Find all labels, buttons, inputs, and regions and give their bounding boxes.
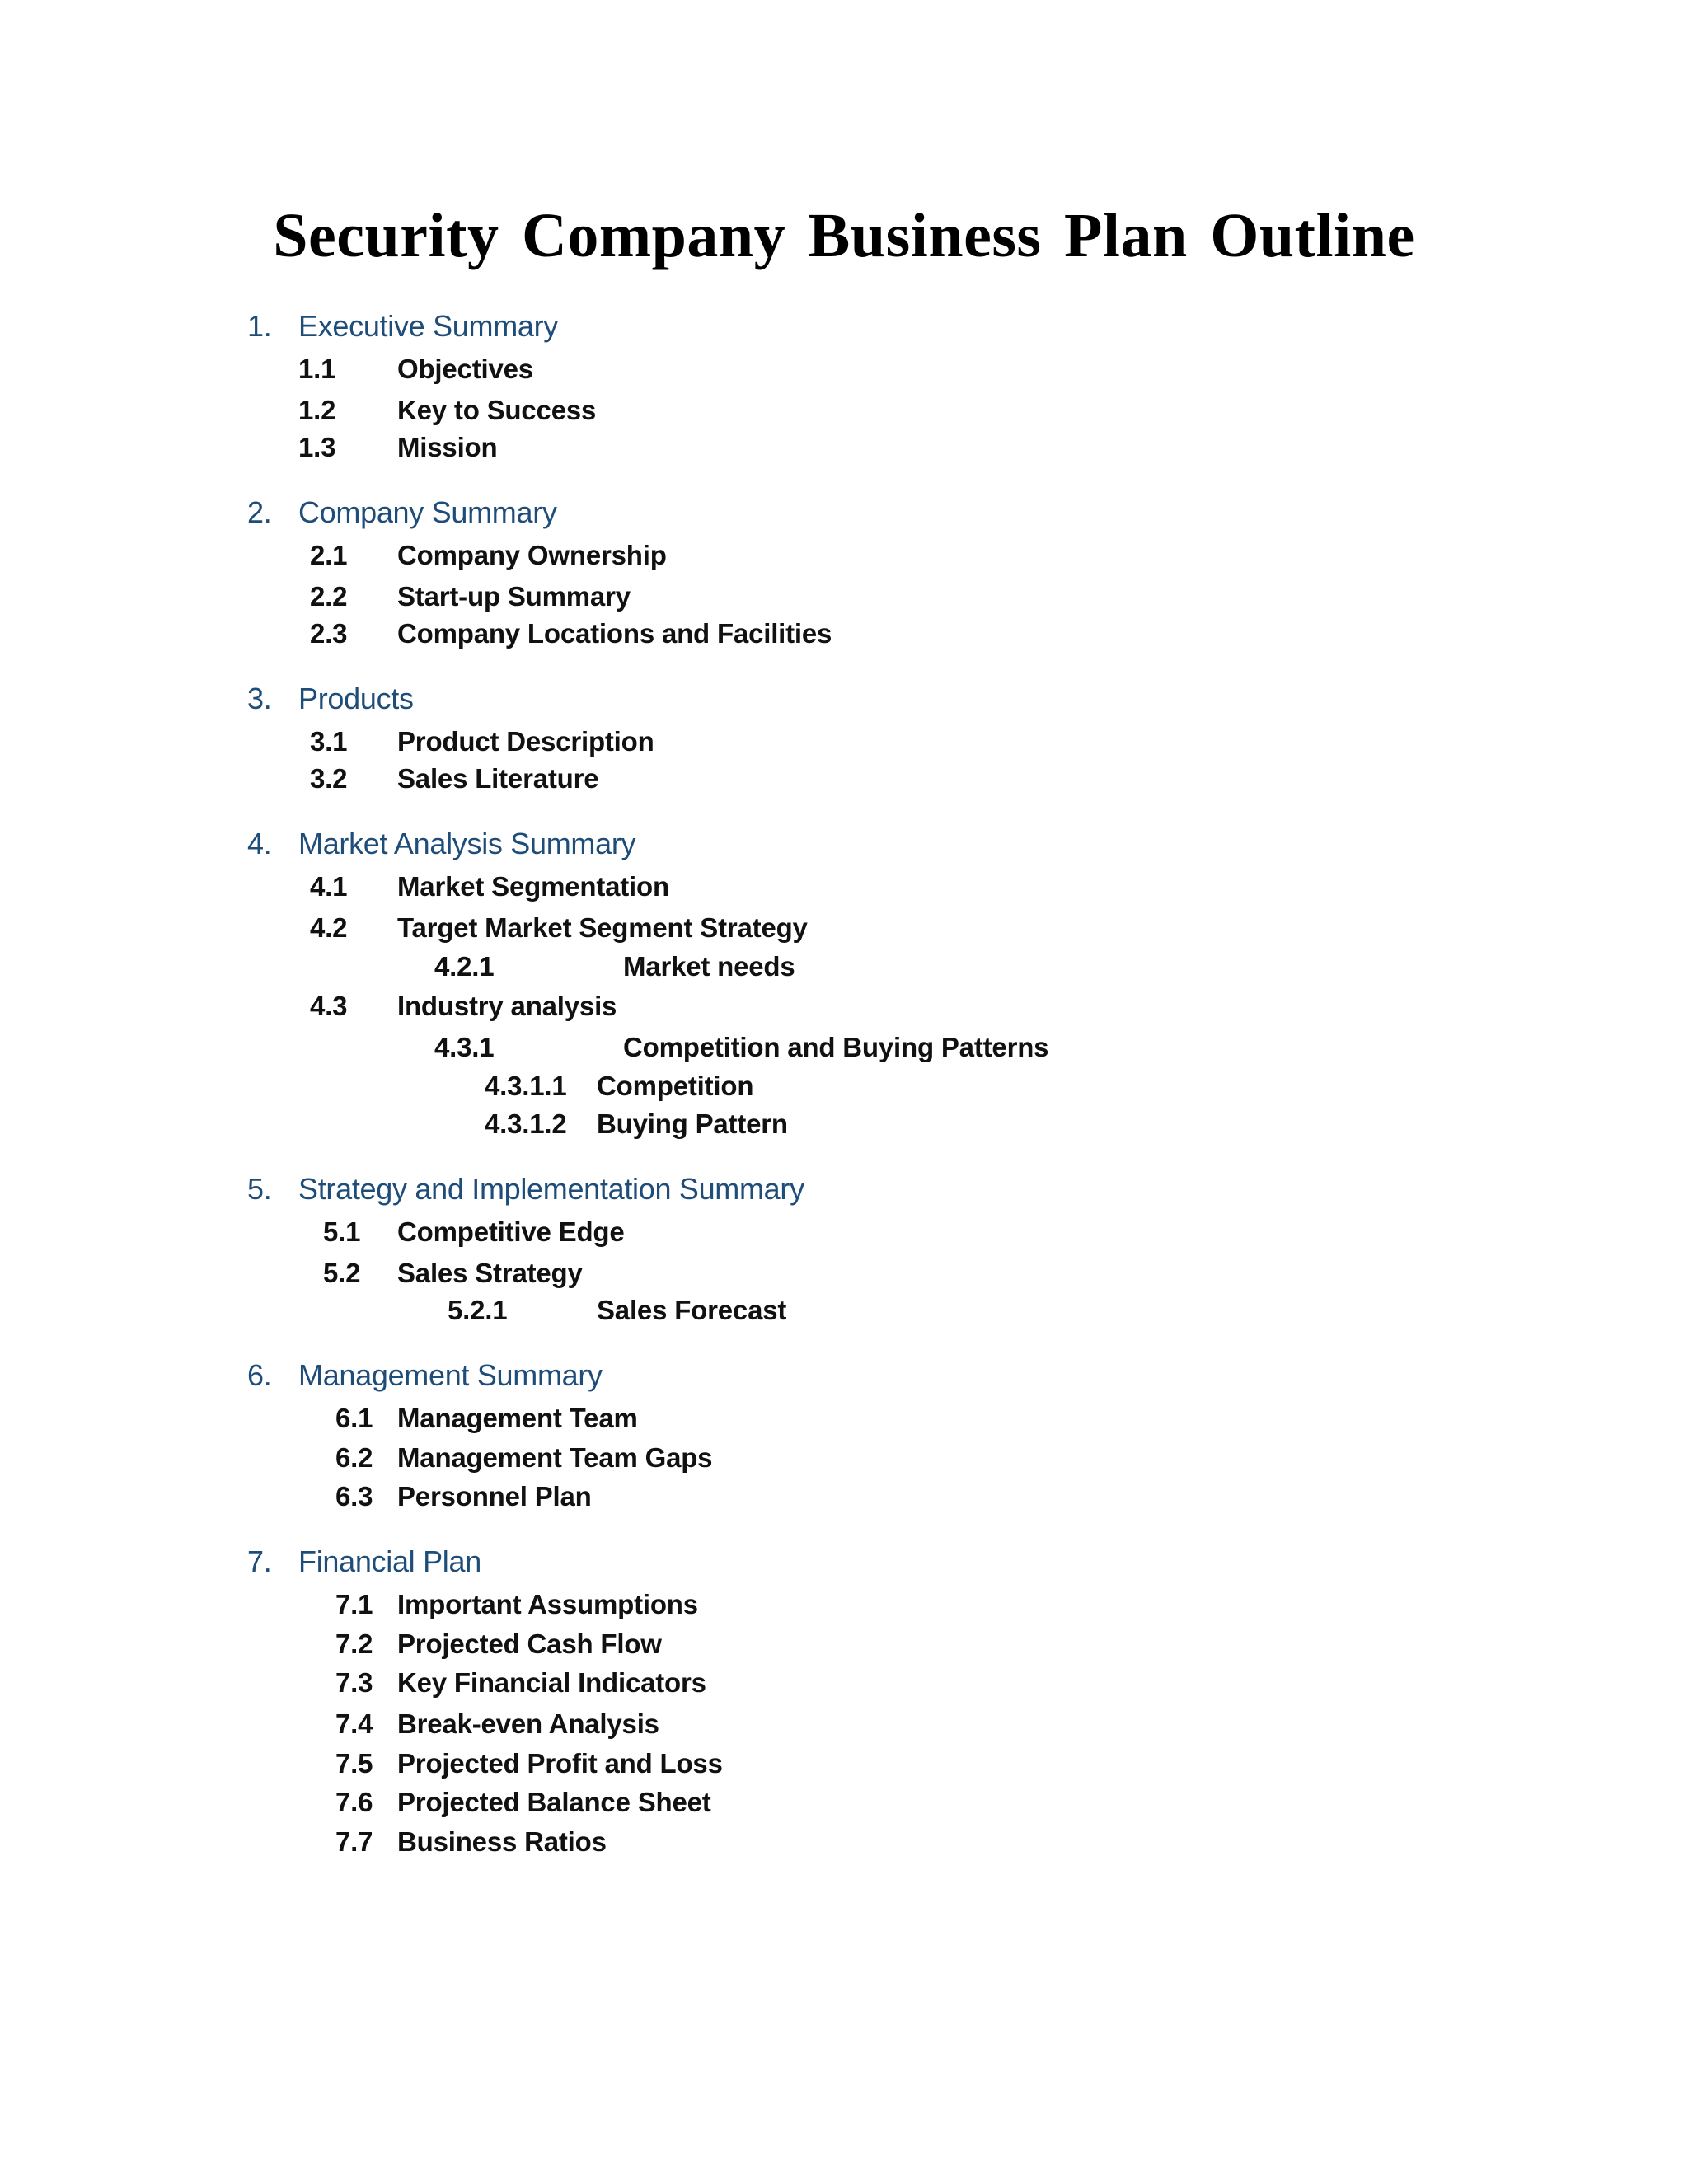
- item-label: Competition and Buying Patterns: [623, 1032, 1049, 1062]
- item-label: Target Market Segment Strategy: [397, 912, 808, 943]
- item-number: 6.1: [335, 1403, 373, 1433]
- item-number: 4.2.1: [434, 951, 495, 982]
- section-heading-company-summary: Company Summary: [298, 495, 557, 529]
- item-label: Projected Profit and Loss: [397, 1748, 723, 1779]
- section-number: 1.: [247, 309, 272, 343]
- item-number: 1.2: [298, 395, 336, 425]
- section-number: 5.: [247, 1172, 272, 1206]
- item-label: Key Financial Indicators: [397, 1667, 706, 1698]
- item-number: 6.2: [335, 1442, 373, 1473]
- item-label: Competitive Edge: [397, 1216, 625, 1247]
- item-number: 4.3.1.2: [485, 1108, 567, 1139]
- item-number: 1.3: [298, 432, 336, 462]
- item-number: 5.1: [323, 1216, 361, 1247]
- item-number: 4.3: [310, 991, 348, 1021]
- item-number: 4.3.1: [434, 1032, 495, 1062]
- item-label: Business Ratios: [397, 1826, 607, 1857]
- section-heading-market-analysis-summary: Market Analysis Summary: [298, 827, 636, 860]
- item-label: Mission: [397, 432, 498, 462]
- item-label: Break-even Analysis: [397, 1708, 659, 1739]
- section-number: 3.: [247, 682, 272, 715]
- item-label: Market Segmentation: [397, 871, 669, 902]
- item-number: 2.3: [310, 618, 348, 649]
- item-number: 2.2: [310, 581, 348, 612]
- item-number: 4.3.1.1: [485, 1071, 567, 1101]
- section-heading-strategy-and-implementation-summary: Strategy and Implementation Summary: [298, 1172, 804, 1206]
- item-number: 7.7: [335, 1826, 373, 1857]
- item-label: Important Assumptions: [397, 1589, 698, 1619]
- section-number: 6.: [247, 1358, 272, 1392]
- item-number: 7.6: [335, 1787, 373, 1817]
- item-label: Objectives: [397, 354, 533, 384]
- item-label: Start-up Summary: [397, 581, 631, 612]
- item-number: 7.3: [335, 1667, 373, 1698]
- item-number: 2.1: [310, 540, 348, 570]
- item-label: Management Team: [397, 1403, 638, 1433]
- section-number: 7.: [247, 1544, 272, 1578]
- item-label: Key to Success: [397, 395, 597, 425]
- item-label: Sales Literature: [397, 763, 599, 794]
- section-heading-executive-summary: Executive Summary: [298, 309, 558, 343]
- item-number: 3.1: [310, 726, 348, 757]
- item-number: 4.2: [310, 912, 348, 943]
- item-label: Personnel Plan: [397, 1481, 592, 1511]
- item-label: Company Ownership: [397, 540, 667, 570]
- item-label: Buying Pattern: [597, 1108, 788, 1139]
- item-number: 5.2.1: [448, 1295, 508, 1325]
- item-number: 7.5: [335, 1748, 373, 1779]
- item-label: Competition: [597, 1071, 754, 1101]
- item-label: Projected Balance Sheet: [397, 1787, 711, 1817]
- section-heading-products: Products: [298, 682, 414, 715]
- item-number: 5.2: [323, 1258, 361, 1288]
- item-label: Industry analysis: [397, 991, 617, 1021]
- item-label: Market needs: [623, 951, 795, 982]
- item-number: 3.2: [310, 763, 348, 794]
- section-heading-management-summary: Management Summary: [298, 1358, 603, 1392]
- item-label: Product Description: [397, 726, 654, 757]
- item-label: Sales Strategy: [397, 1258, 583, 1288]
- page-title: Security Company Business Plan Outline: [273, 201, 1415, 270]
- item-number: 1.1: [298, 354, 336, 384]
- item-label: Projected Cash Flow: [397, 1629, 662, 1659]
- item-number: 4.1: [310, 871, 348, 902]
- item-number: 7.2: [335, 1629, 373, 1659]
- section-heading-financial-plan: Financial Plan: [298, 1544, 481, 1578]
- item-label: Sales Forecast: [597, 1295, 787, 1325]
- item-number: 7.1: [335, 1589, 373, 1619]
- item-number: 7.4: [335, 1708, 373, 1739]
- section-number: 2.: [247, 495, 272, 529]
- item-label: Management Team Gaps: [397, 1442, 713, 1473]
- item-number: 6.3: [335, 1481, 373, 1511]
- section-number: 4.: [247, 827, 272, 860]
- item-label: Company Locations and Facilities: [397, 618, 832, 649]
